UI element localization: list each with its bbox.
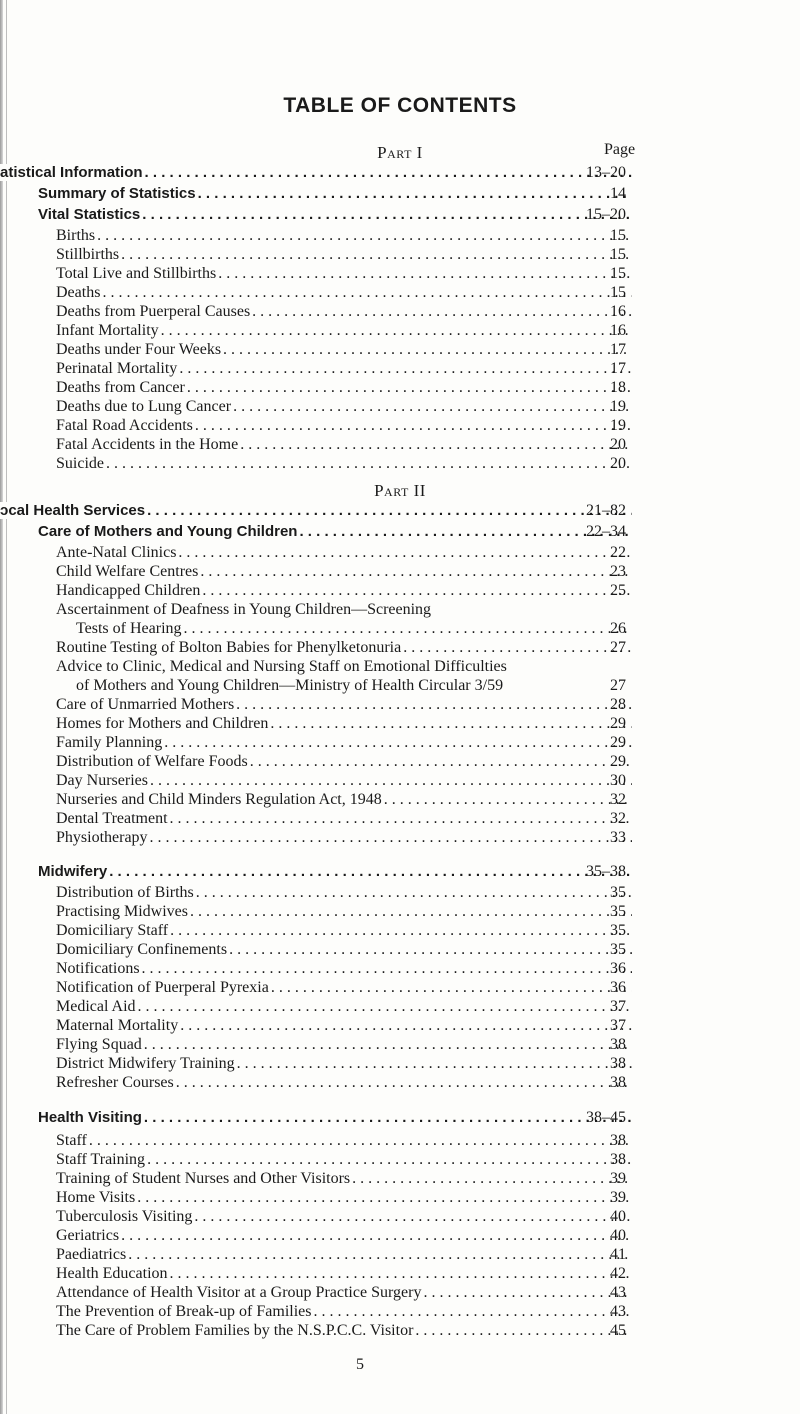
toc-entry[interactable]: Deaths due to Lung Cancer . . . 19 <box>0 397 800 417</box>
toc-entry[interactable]: Notification of Puerperal Pyrexia . . . 36 <box>0 978 800 998</box>
toc-entry[interactable]: Deaths from Puerperal Causes . . . 16 <box>0 302 800 322</box>
toc-entry[interactable]: Distribution of Births . . . 35 <box>0 883 800 903</box>
toc-entry[interactable]: Care of Unmarried Mothers . . . 28 <box>0 695 800 715</box>
toc-entry[interactable]: Handicapped Children . . . 25 <box>0 581 800 601</box>
toc-entry[interactable]: Paediatrics . . . 41 <box>0 1245 800 1265</box>
toc-entry[interactable]: The Care of Problem Families by the N.S.P.C.C. Visitor . . . 45 <box>0 1321 800 1341</box>
toc-entry[interactable]: Practising Midwives . . . 35 <box>0 902 800 922</box>
toc-entry-line: Ascertainment of Deafness in Young Children—Screening <box>56 601 432 618</box>
toc-entry[interactable]: Ante-Natal Clinics . . . 22 <box>0 543 800 563</box>
toc-entry[interactable]: Summary of Statistics . . . 14 <box>0 184 800 204</box>
toc-entry[interactable]: Deaths from Cancer . . . 18 <box>0 378 800 398</box>
toc-entry[interactable]: Refresher Courses . . . 38 <box>0 1073 800 1093</box>
toc-entry[interactable]: Training of Student Nurses and Other Visitors . . . 39 <box>0 1169 800 1189</box>
toc-entry[interactable]: Deaths . . . 15 <box>0 283 800 303</box>
toc-entry[interactable]: Homes for Mothers and Children . . . 29 <box>0 714 800 734</box>
toc-entry[interactable]: Fatal Accidents in the Home . . . 20 <box>0 435 800 455</box>
toc-entry[interactable]: Health Education . . . 42 <box>0 1264 800 1284</box>
toc-entry[interactable]: Geriatrics . . . 40 <box>0 1226 800 1246</box>
toc-entry[interactable]: Distribution of Welfare Foods . . . 29 <box>0 752 800 772</box>
page-number: 5 <box>356 1356 364 1373</box>
toc-entry[interactable]: Child Welfare Centres . . . 23 <box>0 562 800 582</box>
toc-entry[interactable]: District Midwifery Training . . . 38 <box>0 1054 800 1074</box>
toc-entry[interactable]: Domiciliary Staff . . . 35 <box>0 921 800 941</box>
toc-entry[interactable]: Infant Mortality . . . 16 <box>0 321 800 341</box>
toc-entry[interactable]: atistical Information . . . 13–20 <box>0 163 800 183</box>
toc-entry-line: Advice to Clinic, Medical and Nursing Staff on Emotional Difficulties <box>56 658 507 675</box>
toc-entry[interactable]: Domiciliary Confinements . . . 35 <box>0 940 800 960</box>
toc-entry[interactable]: Tuberculosis Visiting . . . 40 <box>0 1207 800 1227</box>
toc-entry[interactable]: Perinatal Mortality . . . 17 <box>0 359 800 379</box>
toc-entry[interactable]: Home Visits . . . 39 <box>0 1188 800 1208</box>
page-title: TABLE OF CONTENTS <box>283 94 517 117</box>
toc-entry[interactable]: Flying Squad . . . 38 <box>0 1035 800 1055</box>
toc-entry[interactable]: Midwifery . . . 35–38 <box>0 862 800 882</box>
page-column-heading: Page <box>604 141 636 158</box>
toc-entry[interactable]: Family Planning . . . 29 <box>0 733 800 753</box>
toc-entry[interactable]: Care of Mothers and Young Children . . . 22–34 <box>0 522 800 542</box>
toc-entry[interactable]: Notifications . . . 36 <box>0 959 800 979</box>
toc-entry[interactable]: Deaths under Four Weeks . . . 17 <box>0 340 800 360</box>
toc-entry[interactable]: Vital Statistics . . . 15–20 <box>0 205 800 225</box>
toc-entry[interactable]: Staff Training . . . 38 <box>0 1150 800 1170</box>
toc-entry[interactable]: The Prevention of Break-up of Families . . . 43 <box>0 1302 800 1322</box>
toc-entry[interactable]: Maternal Mortality . . . 37 <box>0 1016 800 1036</box>
toc-entry[interactable]: Births . . . 15 <box>0 226 800 246</box>
toc-entry[interactable]: Routine Testing of Bolton Babies for Phenylketonuria . . . 27 <box>0 638 800 658</box>
toc-entry[interactable]: Attendance of Health Visitor at a Group Practice Surgery . . . 43 <box>0 1283 800 1303</box>
toc-entry[interactable]: Fatal Road Accidents . . . 19 <box>0 416 800 436</box>
toc-entry[interactable]: Total Live and Stillbirths . . . 15 <box>0 264 800 284</box>
toc-entry[interactable]: Nurseries and Child Minders Regulation Act, 1948 . . . 32 <box>0 790 800 810</box>
toc-entry[interactable]: Medical Aid . . . 37 <box>0 997 800 1017</box>
part-1-heading: Part I <box>377 143 423 162</box>
toc-entry[interactable]: Stillbirths . . . 15 <box>0 245 800 265</box>
toc-entry[interactable]: Suicide . . . 20 <box>0 454 800 474</box>
toc-entry[interactable]: Health Visiting . . . 38–45 <box>0 1108 800 1128</box>
toc-entry[interactable]: Staff . . . 38 <box>0 1131 800 1151</box>
toc-entry[interactable]: Dental Treatment . . . 32 <box>0 809 800 829</box>
toc-entry[interactable]: Day Nurseries . . . 30 <box>0 771 800 791</box>
toc-entry-page[interactable]: 27 <box>610 677 626 694</box>
toc-entry[interactable]: Tests of Hearing . . . 26 <box>0 619 800 639</box>
toc-entry[interactable]: ɔcal Health Services . . . 21–82 <box>0 501 800 521</box>
toc-entry-line: of Mothers and Young Children—Ministry of Health Circular 3/59 <box>76 677 504 694</box>
part-2-heading: Part II <box>374 481 426 500</box>
toc-entry[interactable]: Physiotherapy . . . 33 <box>0 828 800 848</box>
